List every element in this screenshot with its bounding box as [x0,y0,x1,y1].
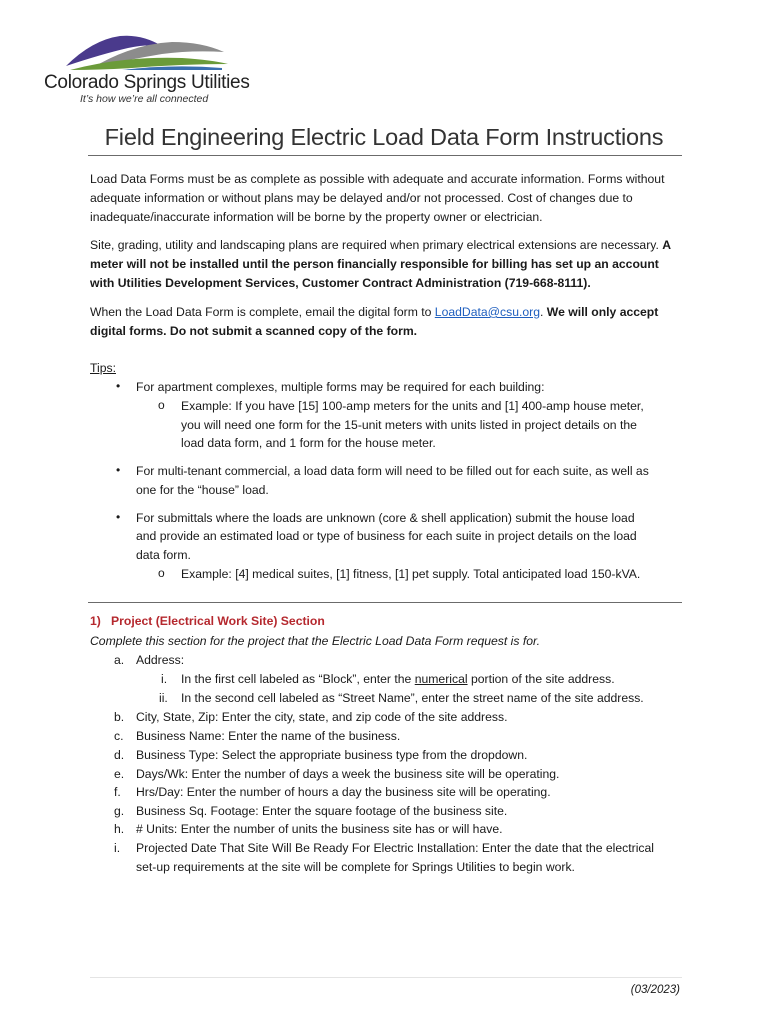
item-text: Projected Date That Site Will Be Ready For Electric Installation: Enter the date that the electrical [136,841,654,855]
section-1-title: Project (Electrical Work Site) Section [111,614,325,628]
item-label: d. [114,748,125,762]
bullet-icon: • [116,463,121,477]
tip-2-line-1: For multi-tenant commercial, a load data form will need to be filled out for each suite, as well as [136,464,649,478]
tip-3-sub: Example: [4] medical suites, [1] fitness, [1] pet supply. Total anticipated load 150-kVA. [181,567,641,581]
tip-3-line-2: and provide an estimated load or type of business for each suite in project details on the load [136,529,637,543]
item-text: Business Sq. Footage: Enter the square footage of the business site. [136,804,508,818]
item-text: # Units: Enter the number of units the business site has or will have. [136,822,503,836]
item-text: Days/Wk: Enter the number of days a week the business site will be operating. [136,767,560,781]
tips-heading [90,359,116,378]
footer-divider [90,977,682,978]
item-label: g. [114,804,125,818]
sub-bullet-icon: o [158,566,165,580]
item-a-i-post: portion of the site address. [467,672,615,686]
item-label: c. [114,729,124,743]
item-a-ii-label: ii. [159,691,168,705]
tip-1-sub-line-2: you will need one form for the 15-unit meters with units listed in project details on the [181,418,637,432]
email-link[interactable]: LoadData@csu.org [434,305,540,319]
intro-paragraph-3-bold: We will only accept digital forms. Do not submit a scanned copy of the form. [90,305,659,338]
item-label: i. [114,841,121,855]
item-i-continuation: set-up requirements at the site will be complete for Springs Utilities to begin work. [136,860,575,874]
item-a-i-text [181,670,615,689]
item-a-ii-text: In the second cell labeled as “Street Name”, enter the street name of the site address. [181,691,644,705]
logo-company-name: Colorado Springs Utilities [44,72,250,93]
section-1-number: 1) [90,614,101,628]
sub-bullet-icon: o [158,398,165,412]
tips-heading-text: Tips: [90,361,116,375]
item-text: City, State, Zip: Enter the city, state, and zip code of the site address. [136,710,508,724]
tip-1-sub-line-3: load data form, and 1 form for the house meter. [181,436,436,450]
intro-paragraph-3 [90,303,685,341]
item-text: Business Type: Select the appropriate business type from the dropdown. [136,748,528,762]
company-logo [44,30,250,110]
item-text: Business Name: Enter the name of the business. [136,729,401,743]
title-divider [88,155,682,156]
page-title: Field Engineering Electric Load Data Form Instructions [104,124,664,150]
mountain-logo-icon [62,30,232,74]
tip-2-line-2: one for the “house” load. [136,483,269,497]
intro-paragraph-3-text: When the Load Data Form is complete, email the digital form to [90,305,435,319]
tip-3-line-1: For submittals where the loads are unknown (core & shell application) submit the house load [136,511,635,525]
intro-paragraph-2-text: Site, grading, utility and landscaping plans are required when primary electrical extensions are necessary. [90,238,663,252]
item-label: e. [114,767,125,781]
item-a-i-pre: In the first cell labeled as “Block”, enter the [181,672,415,686]
logo-tagline: It’s how we’re all connected [80,93,209,105]
tip-1-sub-line-1: Example: If you have [15] 100-amp meters for the units and [1] 400-amp house meter, [181,399,644,413]
bullet-icon: • [116,510,121,524]
section-divider [88,602,682,603]
item-text: Hrs/Day: Enter the number of hours a day the business site will be operating. [136,785,551,799]
intro-paragraph-1: Load Data Forms must be as complete as possible with adequate and accurate information. Forms without adequate information or without plans may be delayed and/or not processed. Cost of changes due to inadequate/inaccurate information will be borne by the property owner or electrician. [90,172,665,224]
section-1-subtitle: Complete this section for the project that the Electric Load Data Form request is for. [90,634,541,648]
revision-date: (03/2023) [630,984,680,996]
item-label: f. [114,785,121,799]
bullet-icon: • [116,379,121,393]
tip-3-line-3: data form. [136,548,191,562]
item-label: b. [114,710,125,724]
tip-1: For apartment complexes, multiple forms may be required for each building: [136,380,545,394]
intro-paragraph-2 [90,236,685,293]
section-1-heading [90,614,325,628]
item-a-i-underline: numerical [414,672,468,686]
item-label: h. [114,822,125,836]
item-a-text: Address: [136,653,185,667]
intro-paragraph-3-punct: . [540,305,547,319]
item-a-label: a. [114,653,125,667]
item-a-i-label: i. [161,672,168,686]
intro-paragraph-2-bold: A meter will not be installed until the person financially responsible for billing has set up an account with Utilities Development Services, Customer Contract Administration (719-668-8111). [90,238,671,290]
